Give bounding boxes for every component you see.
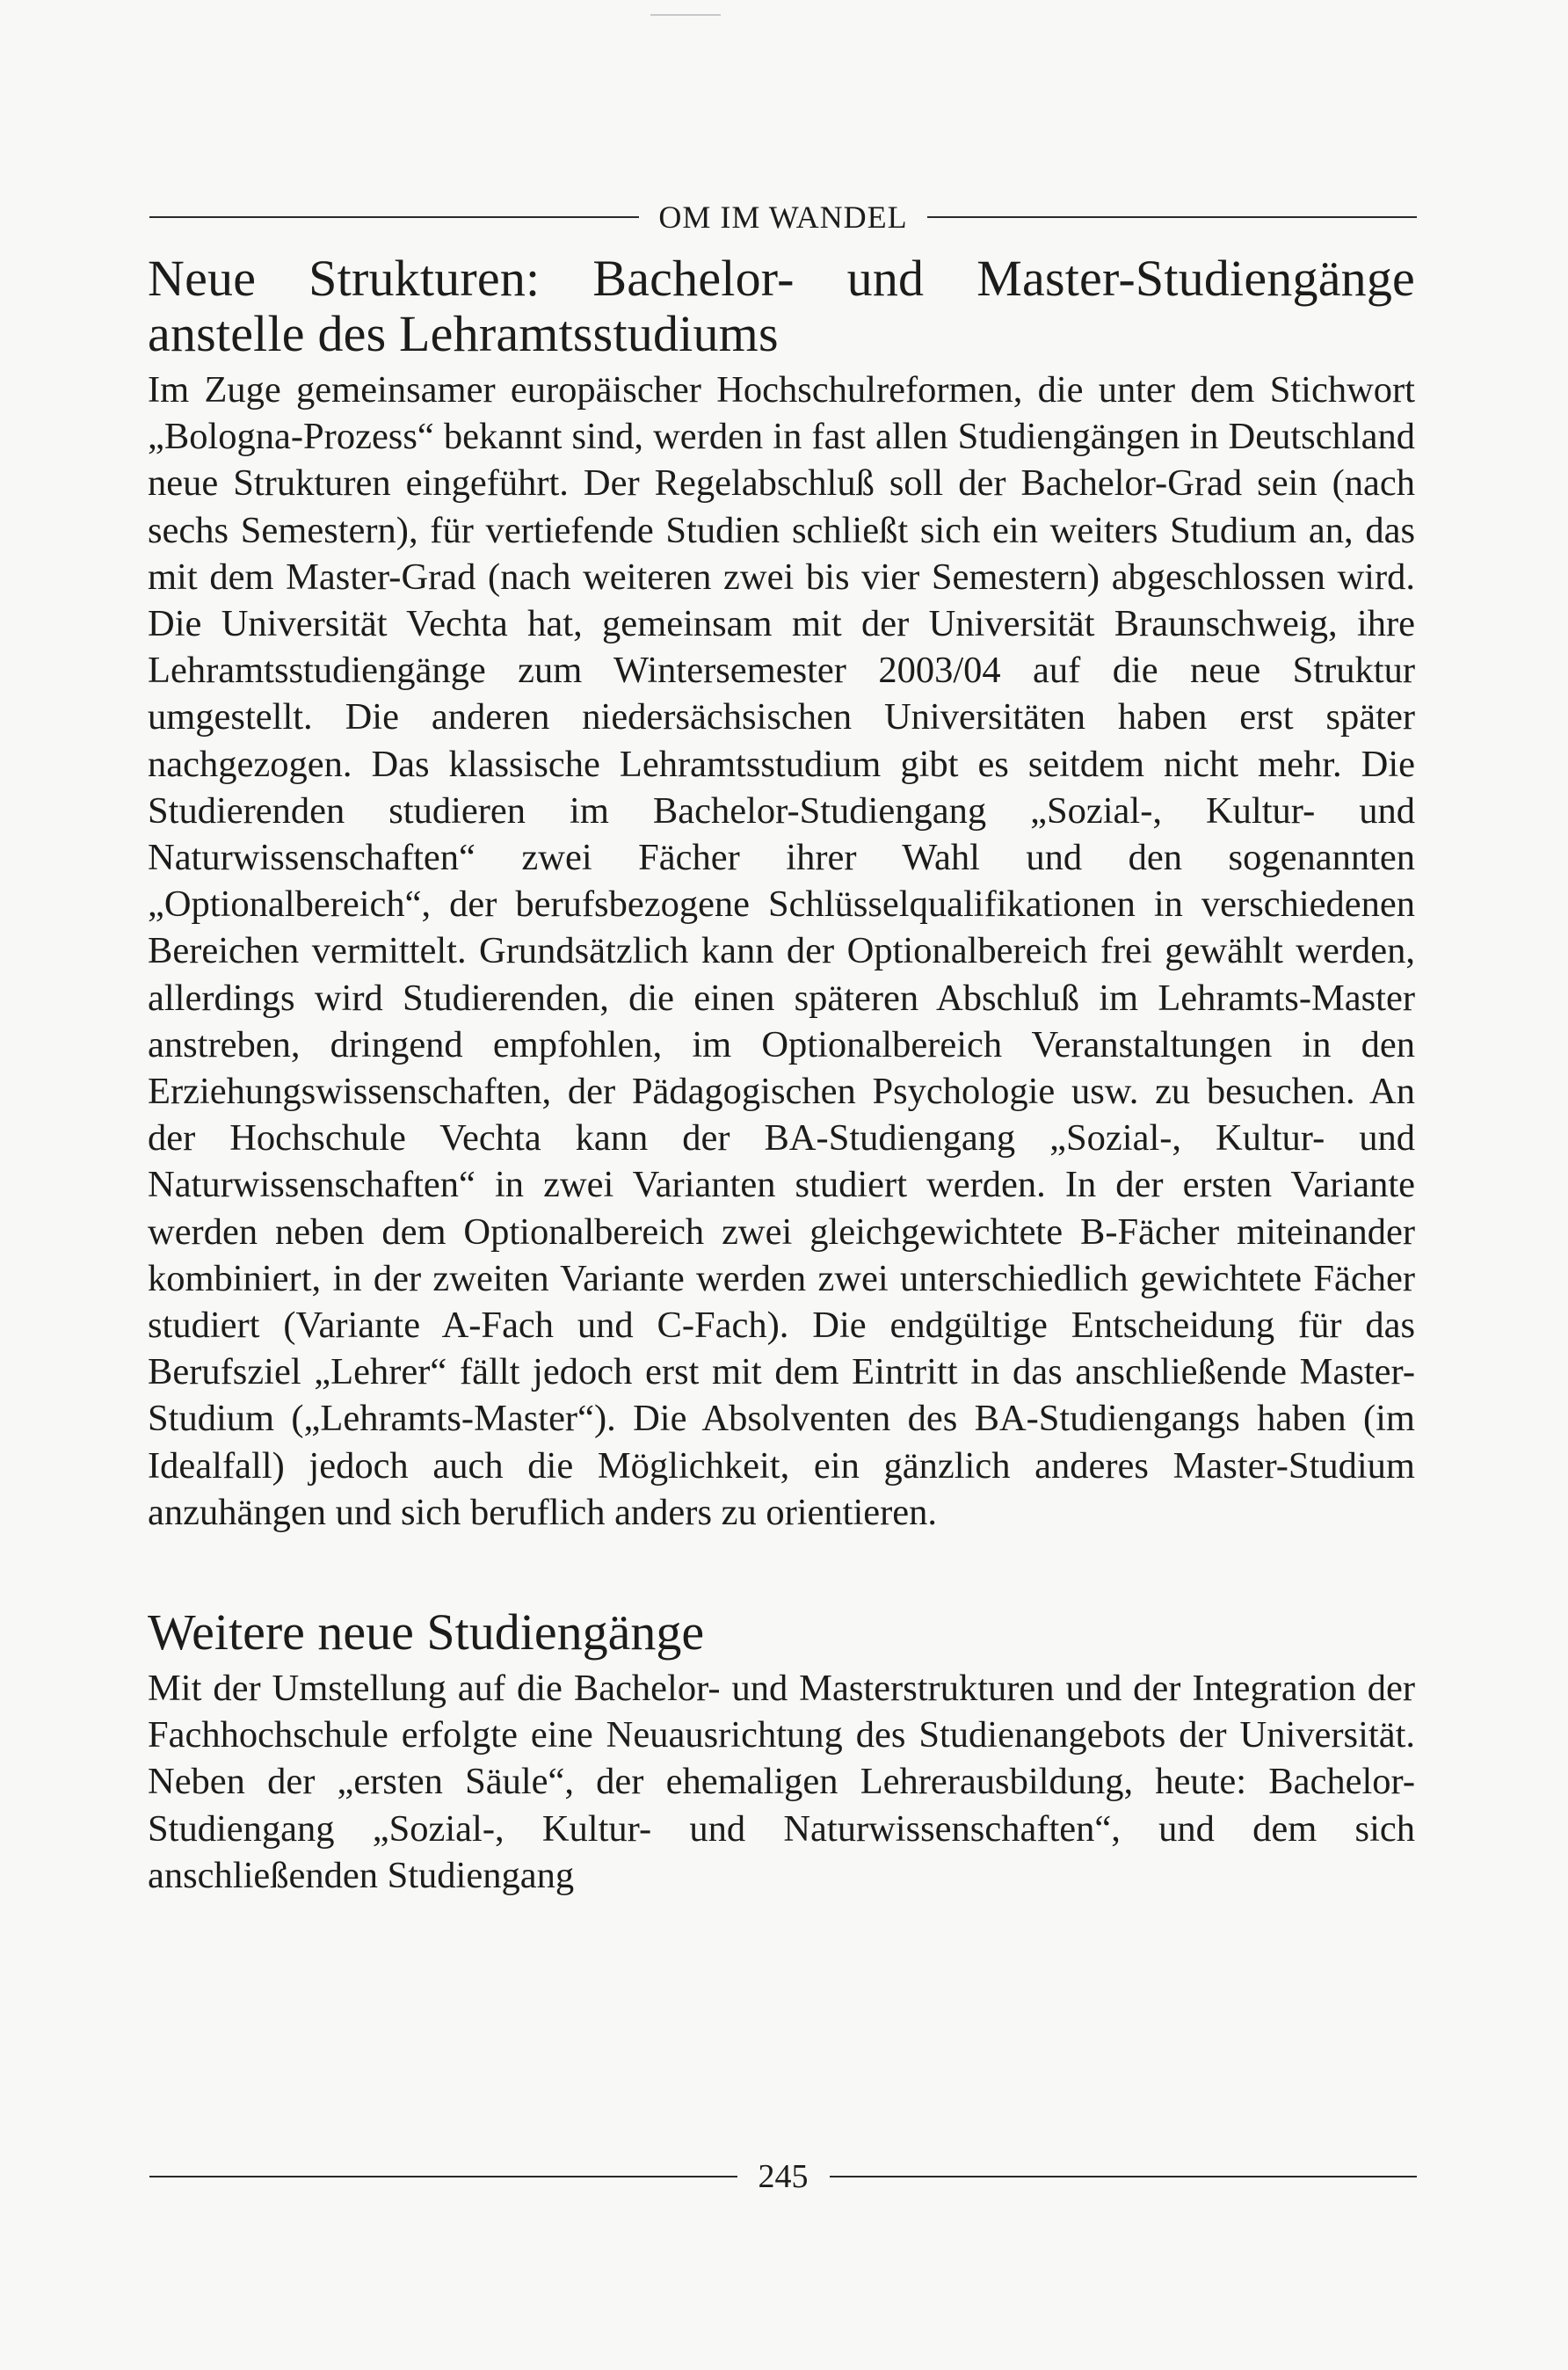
running-head: [149, 195, 1417, 239]
running-head-title: OM IM WANDEL: [658, 200, 908, 235]
section-heading: Weitere neue Studiengänge: [148, 1603, 705, 1661]
page-footer: [149, 2154, 1417, 2199]
section-neue-strukturen: [148, 251, 1415, 1536]
running-head-rule-right: [927, 216, 1417, 218]
section-body: Im Zuge gemeinsamer europäischer Hochschulreformen, die unter dem Stichwort „Bologna-Prozess“ bekannt sind, werden in fast allen Studiengängen in Deutschland neue Strukturen eingeführt. Der Regelabschluß soll der Bachelor-Grad sein (nach sechs Semestern), für vertiefende Studien schließt sich ein weiters Studium an, das mit dem Master-Grad (nach weiteren zwei bis vier Semestern) abgeschlossen wird. Die Universität Vechta hat, gemeinsam mit der Universität Braunschweig, ihre Lehramtsstudiengänge zum Wintersemester 2003/04 auf die neue Struktur umgestellt. Die anderen niedersächsischen Universitäten haben erst später nachgezogen. Das klassische Lehramtsstudium gibt es seitdem nicht mehr. Die Studierenden studieren im Bachelor-Studiengang „Sozial-, Kultur- und Naturwissenschaften“ zwei Fächer ihrer Wahl und den sogenannten „Optionalbereich“, der berufsbezogene Schlüsselqualifikationen in verschiedenen Bereichen vermittelt. Grundsätzlich kann der Optionalbereich frei gewählt werden, allerdings wird Studierenden, die einen späteren Abschluß im Lehramts-Master anstreben, dringend empfohlen, im Optionalbereich Veranstaltungen in den Erziehungswissenschaften, der Pädagogischen Psychologie usw. zu besuchen. An der Hochschule Vechta kann der BA-Studiengang „Sozial-, Kultur- und Naturwissenschaften“ in zwei Varianten studiert werden. In der ersten Variante werden neben dem Optionalbereich zwei gleichgewichtete B-Fächer miteinander kombiniert, in der zweiten Variante werden zwei unterschiedlich gewichtete Fächer studiert (Variante A-Fach und C-Fach). Die endgültige Entscheidung für das Berufsziel „Lehrer“ fällt jedoch erst mit dem Eintritt in das anschließende Master-Studium („Lehramts-Master“). Die Absolventen des BA-Studiengangs haben (im Idealfall) jedoch auch die Möglichkeit, ein gänzlich anderes Master-Studium anzuhängen und sich beruflich anders zu orientieren.: [148, 369, 1415, 1533]
scan-artifact-line: [650, 14, 721, 16]
section-heading: Neue Strukturen: Bachelor- und Master-Studiengänge anstelle des Lehramtsstudiums: [148, 250, 1415, 362]
footer-rule-right: [830, 2176, 1418, 2177]
section-body: Mit der Umstellung auf die Bachelor- und Masterstrukturen und der Integration der Fachhochschule erfolgte eine Neuausrichtung des Studienangebots der Universität. Neben der „ersten Säule“, der ehemaligen Lehrerausbildung, heute: Bachelor-Studiengang „Sozial-, Kultur- und Naturwissenschaften“, und dem sich anschließenden Studiengang: [148, 1668, 1415, 1896]
footer-rule-left: [149, 2176, 737, 2177]
running-head-rule-left: [149, 216, 639, 218]
section-weitere-studiengaenge: [148, 1604, 1415, 1899]
page-number: 245: [758, 2158, 809, 2195]
page-content: [148, 251, 1415, 1899]
